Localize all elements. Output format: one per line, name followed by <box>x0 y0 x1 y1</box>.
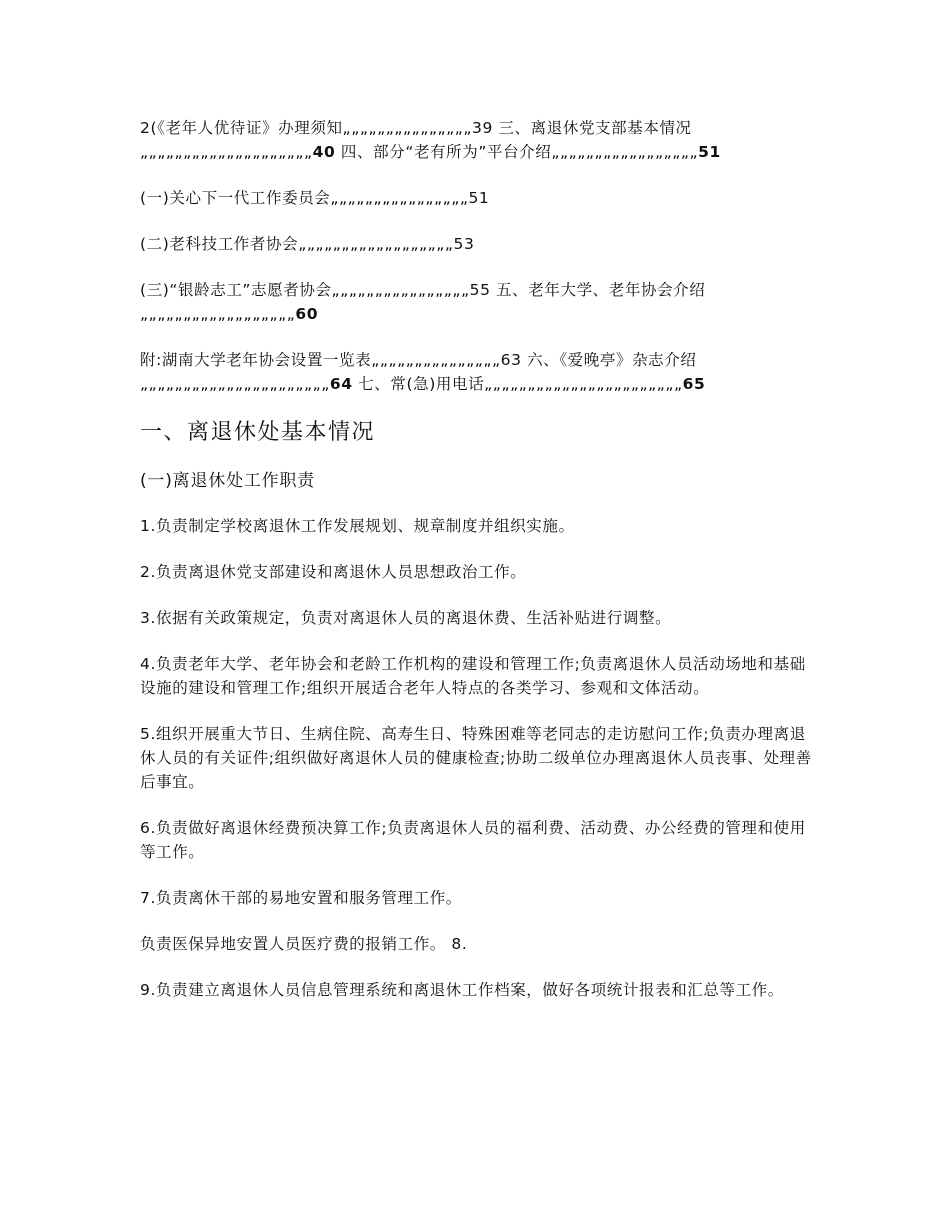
toc-entry-5-text-2: 七、常(急)用电话„„„„„„„„„„„„„„„„„„„„„„„ <box>352 375 683 393</box>
toc-entry-4-page: 60 <box>295 305 319 323</box>
toc-entry-1-text-2: 四、部分“老有所为”平台介绍„„„„„„„„„„„„„„„„„ <box>335 143 699 161</box>
duty-item-7: 7.负责离休干部的易地安置和服务管理工作。 <box>140 889 462 907</box>
section-subtitle: (一)离退休处工作职责 <box>140 471 316 491</box>
duty-item-2: 2.负责离退休党支部建设和离退休人员思想政治工作。 <box>140 563 527 581</box>
toc-entry-5 <box>140 348 812 396</box>
toc-entry-3: (二)老科技工作者协会„„„„„„„„„„„„„„„„„„53 <box>140 235 475 253</box>
toc-entry-1-text: 2(《老年人优待证》办理须知„„„„„„„„„„„„„„„39 三、离退休党支部基本情况„„„„„„„„„„„„„„„„„„„„ <box>140 119 692 161</box>
duty-item-3: 3.依据有关政策规定，负责对离退休人员的离退休费、生活补贴进行调整。 <box>140 609 672 627</box>
duty-item-1: 1.负责制定学校离退休工作发展规划、规章制度并组织实施。 <box>140 517 575 535</box>
toc-entry-4 <box>140 278 812 326</box>
duty-item-9: 9.负责建立离退休人员信息管理系统和离退休工作档案，做好各项统计报表和汇总等工作。 <box>140 981 784 999</box>
duty-item-8: 负责医保异地安置人员医疗费的报销工作。 8. <box>140 935 468 953</box>
document-page <box>140 116 812 1024</box>
toc-entry-5-page: 64 <box>329 375 353 393</box>
duty-item-4: 4.负责老年大学、老年协会和老龄工作机构的建设和管理工作;负责离退休人员活动场地和基础设施的建设和管理工作;组织开展适合老年人特点的各类学习、参观和文体活动。 <box>140 655 806 697</box>
toc-entry-2: (一)关心下一代工作委员会„„„„„„„„„„„„„„„„51 <box>140 189 490 207</box>
toc-entry-1-page: 40 <box>312 143 336 161</box>
toc-entry-1-page-2: 51 <box>698 143 721 161</box>
duty-item-6: 6.负责做好离退休经费预决算工作;负责离退休人员的福利费、活动费、办公经费的管理和使用等工作。 <box>140 819 806 861</box>
toc-entry-5-page-2: 65 <box>682 375 706 393</box>
toc-entry-5-text: 附:湖南大学老年协会设置一览表„„„„„„„„„„„„„„„63 六、《爱晚亭》杂志介绍„„„„„„„„„„„„„„„„„„„„„„ <box>140 351 697 393</box>
toc-entry-4-text: (三)“银龄志工”志愿者协会„„„„„„„„„„„„„„„„55 五、老年大学、老年协会介绍„„„„„„„„„„„„„„„„„„ <box>140 281 706 323</box>
duty-item-5: 5.组织开展重大节日、生病住院、高寿生日、特殊困难等老同志的走访慰问工作;负责办理离退休人员的有关证件;组织做好离退休人员的健康检查;协助二级单位办理离退休人员丧事、处理善后事宜。 <box>140 725 812 791</box>
toc-entry-1 <box>140 116 812 164</box>
section-title: 一、离退休处基本情况 <box>140 420 376 445</box>
